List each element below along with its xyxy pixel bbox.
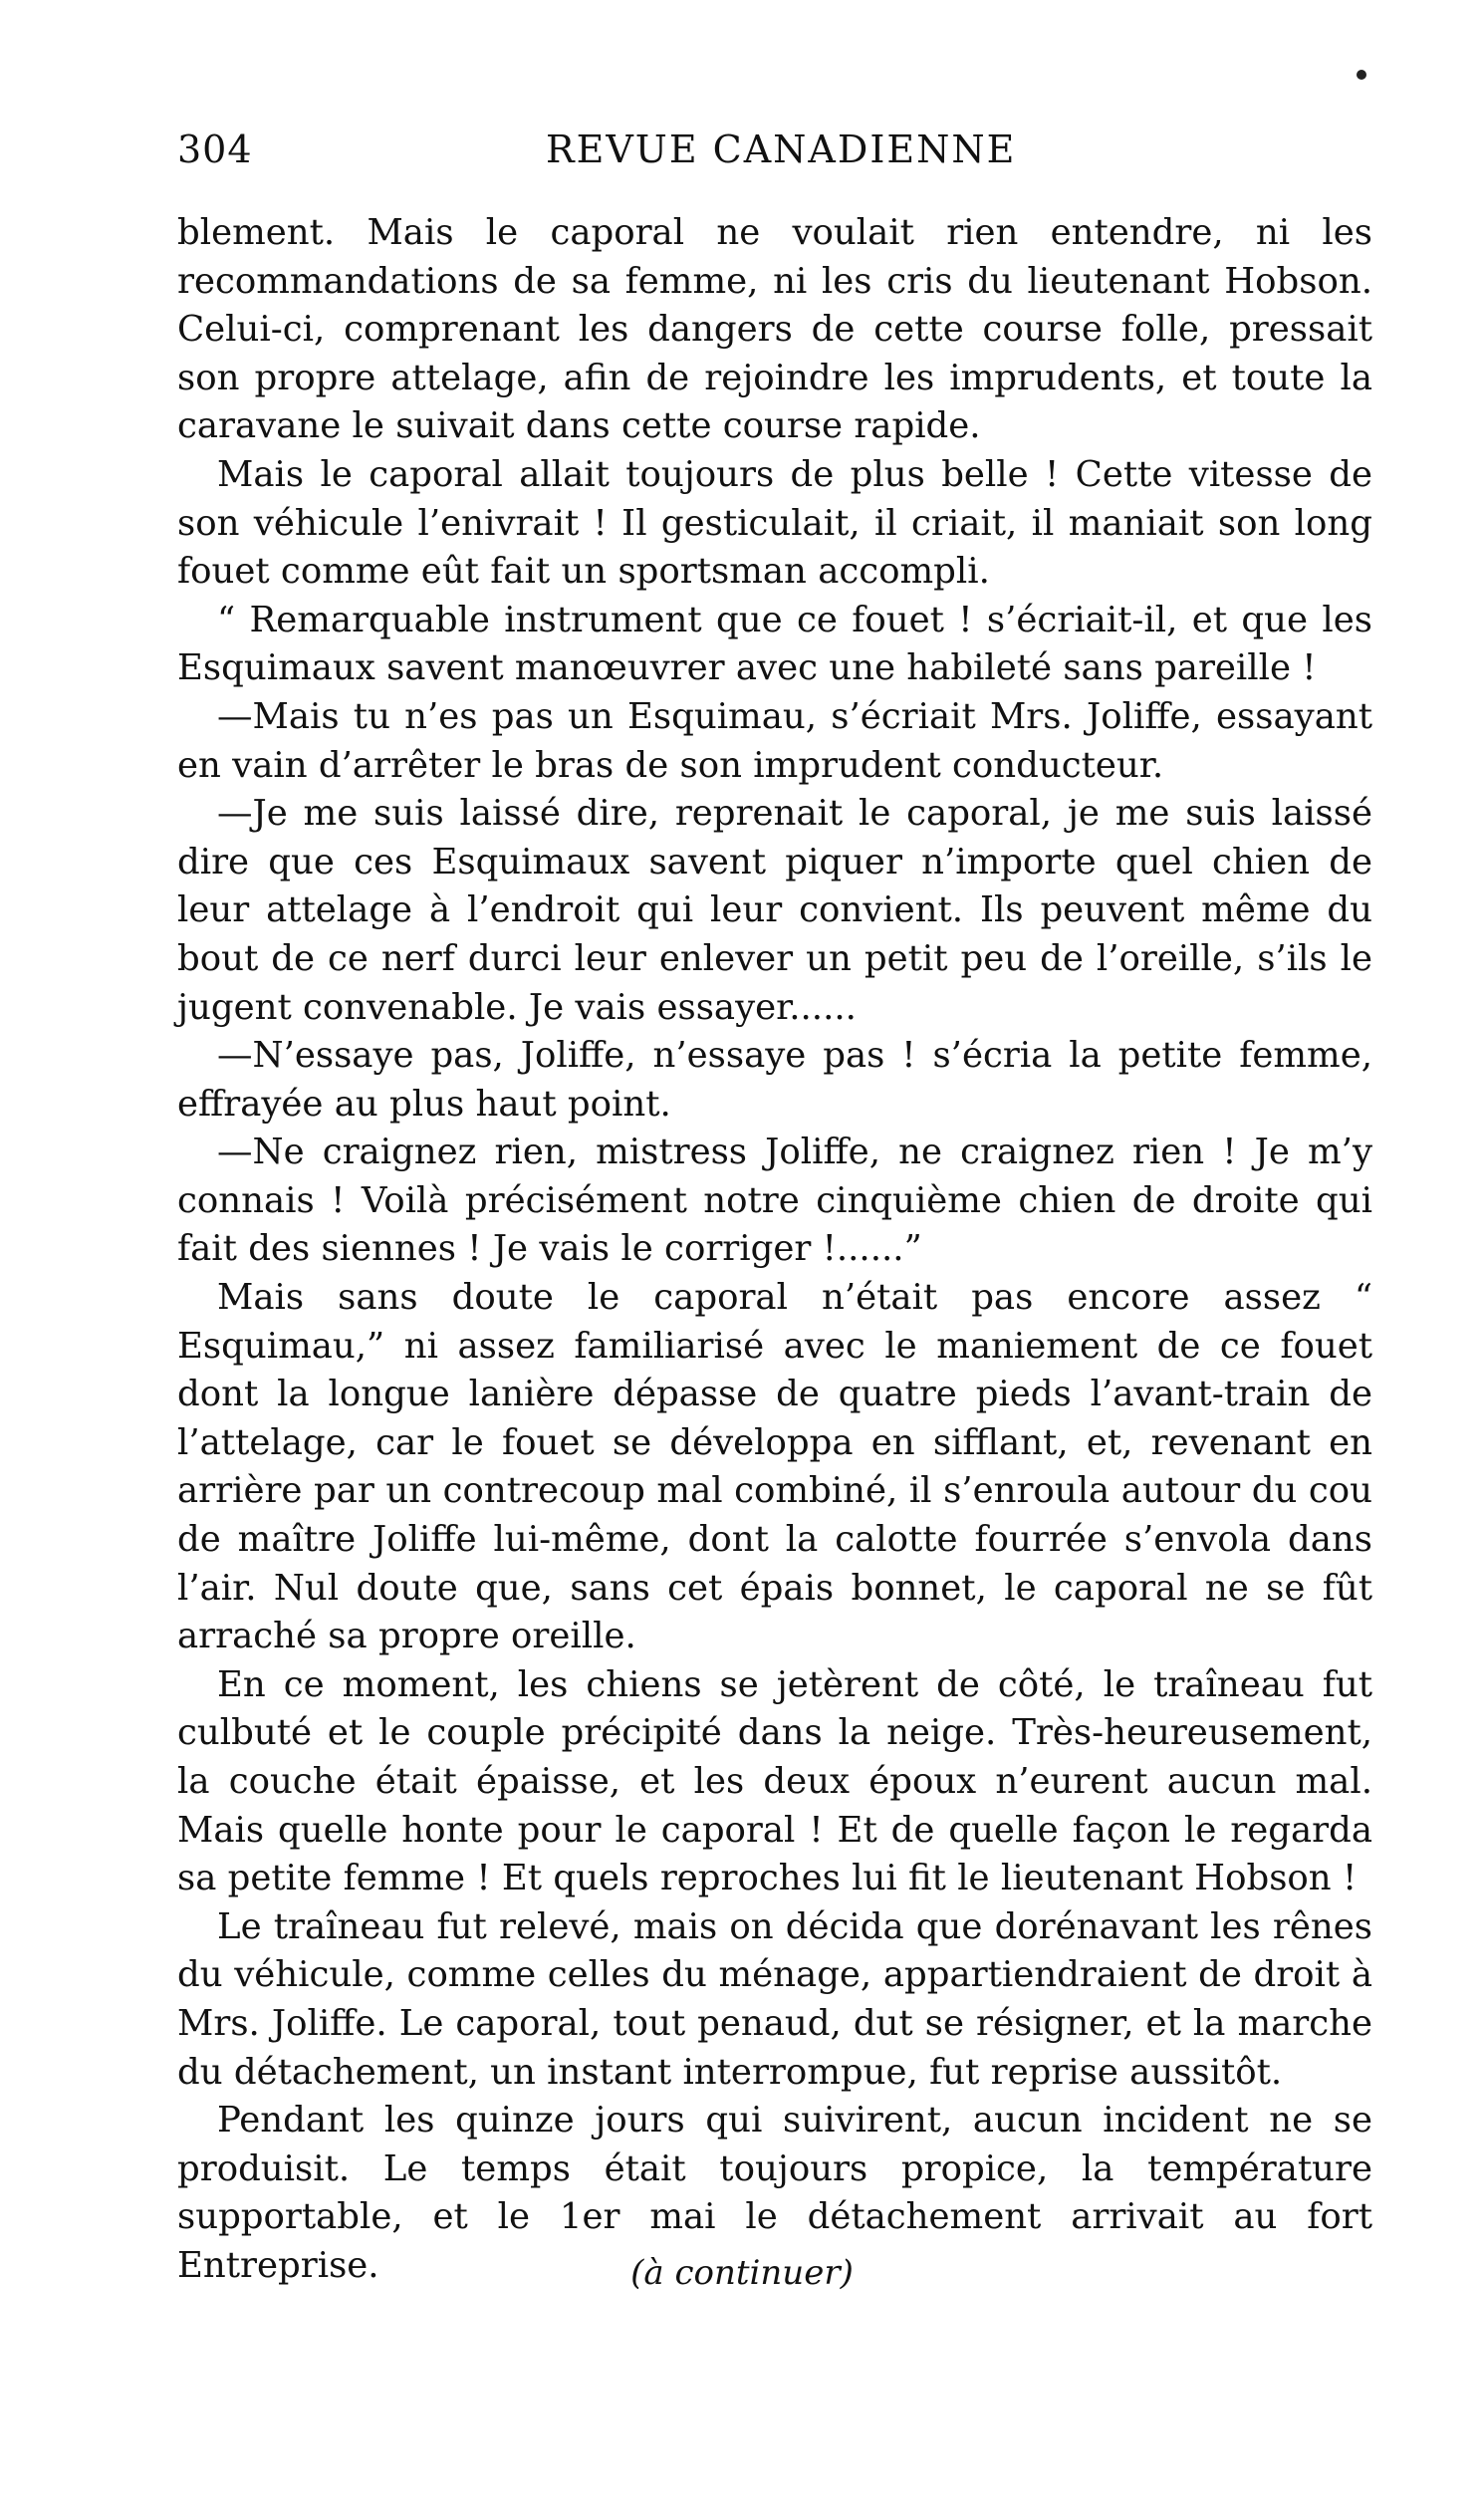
paragraph: En ce moment, les chiens se jetèrent de côté, le traîneau fut culbuté et le couple précipité dans la neige. Très-heureusement, la couche était épaisse, et les deux époux n’eurent aucun mal. Mais quelle honte pour le caporal ! Et de quelle façon le regarda sa petite femme ! Et quels reproches lui fit le lieutenant Hobson ! — [177, 1663, 1372, 1899]
running-title: REVUE CANADIENNE — [546, 127, 1017, 171]
paragraph: Mais sans doute le caporal n’était pas encore assez “ Esquimau,” ni assez familiarisé avec le maniement de ce fouet dont la longue lanière dépasse de quatre pieds l’avant-train de l’attelage, car le fouet se développa en sifflant, et, revenant en arrière par un contrecoup mal combiné, il s’enroula autour du cou de maître Joliffe lui-même, dont la calotte fourrée s’envola dans l’air. Nul doute que, sans cet épais bonnet, le caporal ne se fût arraché sa propre oreille. — [177, 1277, 1372, 1657]
page-number: 304 — [177, 127, 253, 171]
continuation-note: (à continuer) — [630, 2253, 854, 2293]
paragraph: —Je me suis laissé dire, reprenait le caporal, je me suis laissé dire que ces Esquimaux savent piquer n’importe quel chien de leur attelage à l’endroit qui leur convient. Ils peuvent même du bout de ce nerf durci leur enlever un petit peu de l’oreille, s’ils le jugent convenable. Je vais essayer...... — [177, 793, 1372, 1028]
paragraph: Pendant les quinze jours qui suivirent, aucun incident ne se produisit. Le temps était toujours propice, la température supportable, et le 1er mai le détachement arrivait au fort Entreprise. — [177, 2100, 1372, 2286]
ink-speck — [1357, 70, 1366, 80]
paragraph: Mais le caporal allait toujours de plus belle ! Cette vitesse de son véhicule l’enivrait ! Il gesticulait, il criait, il maniait son long fouet comme eût fait un sportsman accompli. — [177, 453, 1372, 593]
page-header — [177, 127, 1372, 187]
paragraph: blement. Mais le caporal ne voulait rien entendre, ni les recommandations de sa femme, ni les cris du lieutenant Hobson. Celui-ci, comprenant les dangers de cette course folle, pressait son propre attelage, afin de rejoindre les imprudents, et toute la caravane le suivait dans cette course rapide. — [177, 212, 1372, 447]
paragraph: —Ne craignez rien, mistress Joliffe, ne craignez rien ! Je m’y connais ! Voilà précisément notre cinquième chien de droite qui fait des siennes ! Je vais le corriger !......” — [177, 1132, 1372, 1270]
body-text — [177, 209, 1372, 2291]
paragraph: —N’essaye pas, Joliffe, n’essaye pas ! s’écria la petite femme, effrayée au plus haut point. — [177, 1035, 1372, 1125]
page-footer — [0, 2253, 1484, 2293]
paragraph: “ Remarquable instrument que ce fouet ! s’écriait-il, et que les Esquimaux savent manœuvrer avec une habileté sans pareille ! — [177, 599, 1372, 689]
paragraph: Le traîneau fut relevé, mais on décida que dorénavant les rênes du véhicule, comme celles du ménage, appartiendraient de droit à Mrs. Joliffe. Le caporal, tout penaud, dut se résigner, et la marche du détachement, un instant interrompue, fut reprise aussitôt. — [177, 1905, 1372, 2093]
paragraph: —Mais tu n’es pas un Esquimau, s’écriait Mrs. Joliffe, essayant en vain d’arrêter le bras de son imprudent conducteur. — [177, 695, 1372, 786]
